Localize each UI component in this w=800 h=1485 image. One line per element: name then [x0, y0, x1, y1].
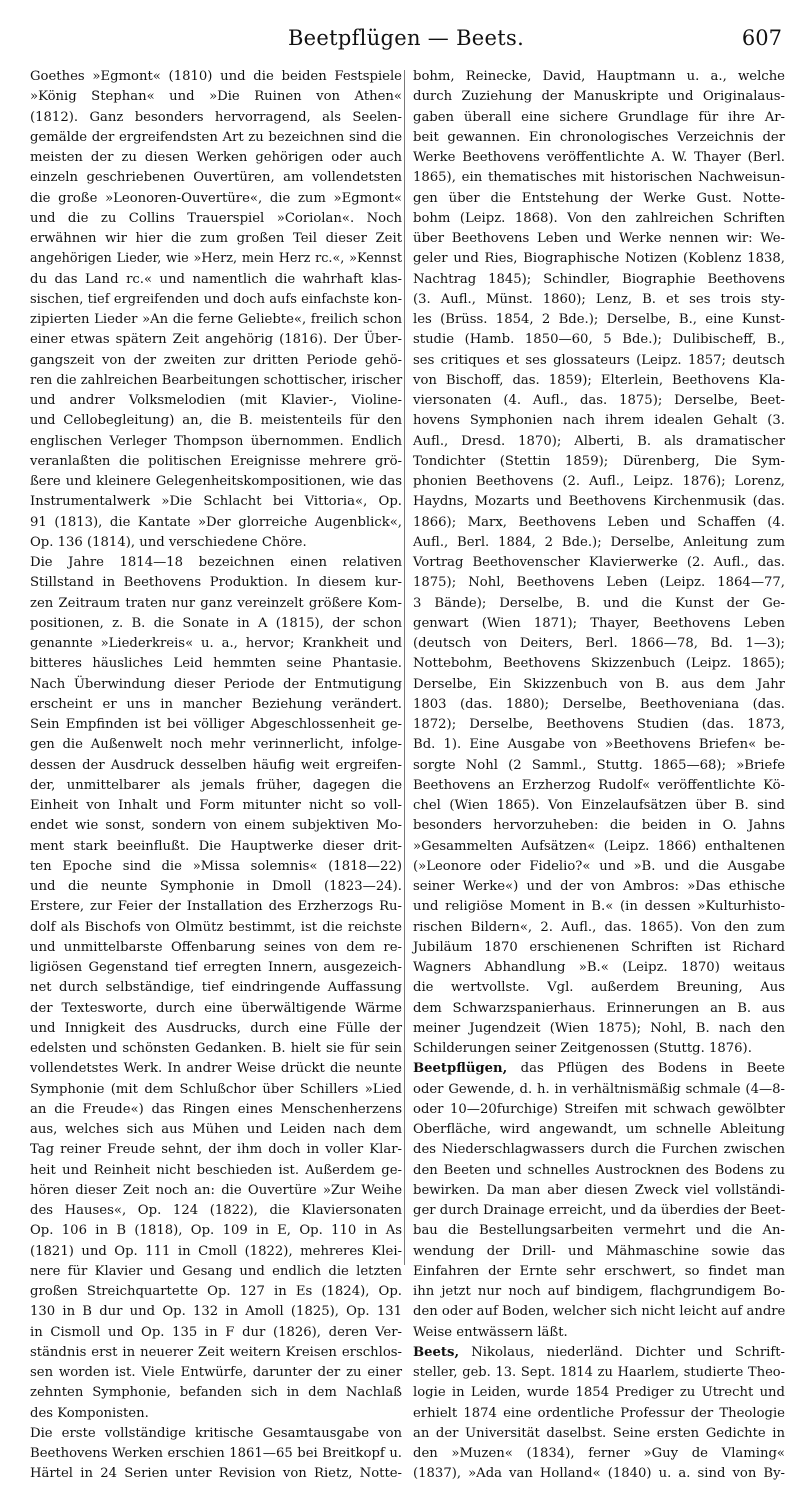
text-line [413, 695, 785, 715]
text-line [413, 1080, 785, 1100]
text-line [30, 816, 402, 836]
text-line [30, 411, 402, 431]
line-text: gen über die Entstehung der Werke Gust. Notte- [413, 190, 785, 206]
line-text: Nottebohm, Beethovens Skizzenbuch (Leipz. 1865); [413, 656, 785, 672]
text-line [413, 938, 785, 958]
line-text: großen Streichquartette Op. 127 in Es (1824), Op. [30, 1284, 402, 1299]
line-text: Stillstand in Beethovens Produktion. In diesem kur- [30, 575, 402, 591]
line-text: erhielt 1874 eine ordentliche Professur der Theologie [413, 1405, 785, 1421]
line-text: und die zu Collins Trauerspiel »Coriolan«. Noch [30, 210, 402, 226]
line-text: genwart (Wien 1871); Thayer, Beethovens Leben [413, 615, 785, 631]
text-line [30, 837, 402, 857]
line-text: rischen Bildern«, 2. Aufl., das. 1865). Von den zum [413, 919, 785, 935]
line-text: Instrumentalwerk »Die Schlacht bei Vittoria«, Op. [30, 494, 402, 510]
text-line [30, 594, 402, 614]
text-line [30, 1262, 402, 1282]
line-text: bewirken. Da man aber diesen Zweck viel vollständi- [413, 1182, 785, 1198]
line-text: net durch selbständige, tief eindringende Auffassung [30, 980, 402, 996]
text-line [30, 452, 402, 472]
text-line [413, 1181, 785, 1201]
text-line [413, 533, 785, 553]
line-text: Sein Empfinden ist bei völliger Abgeschlossenheit ge- [30, 717, 402, 732]
line-text: des Niederschlagwassers durch die Furchen zwischen [413, 1142, 785, 1158]
text-line [413, 735, 785, 755]
line-text: Schilderungen seiner Zeitgenossen (Stuttg. 1876). [413, 1041, 752, 1056]
line-text: und Innigkeit des Ausdrucks, durch eine Fülle der [30, 1020, 402, 1036]
line-text: phonien Beethovens (2. Aufl., Leipz. 1876); Lorenz, [413, 474, 785, 489]
line-text: geler und Ries, Biographische Notizen (Koblenz 1838, [413, 251, 785, 267]
text-line [30, 735, 402, 755]
text-line [30, 897, 402, 917]
line-text: Einheit von Inhalt und Form mitunter nicht so voll- [30, 798, 402, 813]
line-text: Beethovens Werken erschien 1861—65 bei Breitkopf u. [30, 1446, 402, 1461]
line-text: Weise entwässern läßt. [413, 1324, 568, 1340]
line-text: meisten der zu diesen Werken gehörigen oder auch [30, 150, 402, 165]
line-text: englischen Verleger Thompson übernommen. Endlich [30, 433, 402, 449]
line-text: und unmittelbarste Offenbarung seines von dem re- [30, 939, 402, 955]
text-line [30, 168, 402, 188]
text-line [413, 594, 785, 614]
text-line [30, 614, 402, 634]
text-line [413, 654, 785, 674]
text-line [413, 573, 785, 593]
column-divider [404, 70, 405, 1265]
text-line [413, 1302, 785, 1322]
text-line [413, 837, 785, 857]
line-text: hören dieser Zeit noch an: die Ouvertüre »Zur Weihe [30, 1182, 402, 1198]
text-line [30, 918, 402, 938]
line-text: den »Muzen« (1834), ferner »Guy de Vlaming« [413, 1446, 785, 1461]
text-line [30, 978, 402, 998]
line-text: ten Epoche sind die »Missa solemnis« (1818—22) [30, 858, 402, 874]
text-line [413, 918, 785, 938]
line-text: wendung der Drill- und Mähmaschine sowie das [413, 1243, 785, 1259]
text-line [413, 1262, 785, 1282]
text-line [30, 1201, 402, 1221]
text-line [30, 128, 402, 148]
line-text: dem Schwarzspanierhaus. Erinnerungen an B. aus [413, 1000, 785, 1016]
line-text: hovens Symphonien nach ihrem idealen Gehalt (3. [413, 413, 785, 429]
line-text: ligiösen Gegenstand tief erregten Innern, ausgezeich- [30, 960, 402, 975]
text-line [413, 776, 785, 796]
text-line [413, 1100, 785, 1120]
text-line [30, 1059, 402, 1079]
line-text: 1865), ein thematisches mit historischen Nachweisun- [413, 170, 785, 186]
text-line [30, 1464, 402, 1484]
line-text: und religiöse Moment in B.« (in dessen »Kulturhisto- [413, 899, 785, 915]
text-line [413, 128, 785, 148]
line-text: Werke Beethovens veröffentlichte A. W. Thayer (Berl. [413, 150, 785, 165]
line-text: du das Land rc.« und namentlich die wahrhaft klas- [30, 271, 402, 287]
text-line [30, 776, 402, 796]
text-line [30, 209, 402, 229]
line-text: 1872); Derselbe, Beethovens Studien (das. 1873, [413, 717, 785, 732]
line-text: Jubiläum 1870 erschienenen Schriften ist Richard [413, 939, 785, 955]
line-text: les (Brüss. 1854, 2 Bde.); Derselbe, B., eine Kunst- [413, 312, 785, 327]
text-line [413, 1242, 785, 1262]
text-line [413, 371, 785, 391]
line-text: Derselbe, Ein Skizzenbuch von B. aus dem Jahr [413, 676, 785, 692]
line-text: ger durch Drainage erreicht, und da überdies der Beet- [413, 1203, 786, 1218]
running-head: Beetpflügen — Beets. [287, 26, 525, 50]
line-text: besonders hervorzuheben: die beiden in O. Jahns [413, 818, 785, 834]
text-line [413, 857, 785, 877]
line-text: Nach Überwindung dieser Periode der Entmutigung [30, 676, 402, 692]
text-line [413, 1383, 785, 1403]
line-text: veranlaßten die politischen Ereignisse mehrere grö- [30, 453, 402, 469]
text-line [413, 978, 785, 998]
line-text: ständnis erst in neuerer Zeit weitern Kreisen erschlos- [30, 1344, 402, 1360]
line-text: edelsten und schönsten Gedanken. B. hielt sie für sein [30, 1041, 402, 1056]
text-line [30, 695, 402, 715]
line-text: der, unmittelbarer als jemals früher, dagegen die [30, 777, 402, 793]
line-text: Haydns, Mozarts und Beethovens Kirchenmusik (das. [413, 494, 785, 510]
line-text: endet wie sonst, sondern von einem subjektiven Mo- [30, 818, 402, 834]
line-text: Die Jahre 1814—18 bezeichnen einen relativen [30, 555, 402, 570]
line-text: einer etwas spätern Zeit angehörig (1816). Der Über- [30, 332, 402, 348]
text-line [413, 1059, 785, 1079]
text-line [30, 877, 402, 897]
text-line [413, 249, 785, 269]
line-text: (»Leonore oder Fidelio?« und »B. und die Ausgabe [413, 858, 785, 874]
text-line [413, 87, 785, 107]
text-line [413, 1161, 785, 1181]
text-line [30, 1100, 402, 1120]
line-text: (1837), »Ada van Holland« (1840) u. a. sind von By- [413, 1466, 785, 1482]
text-line [413, 877, 785, 897]
line-text: des Hauses«, Op. 124 (1822), die Klaviersonaten [30, 1203, 402, 1218]
line-text: (1812). Ganz besonders hervorragend, als Seelen- [30, 109, 402, 125]
text-line [30, 1181, 402, 1201]
text-line [413, 351, 785, 371]
text-line [30, 715, 402, 735]
text-line [413, 229, 785, 249]
text-line [30, 1363, 402, 1383]
line-text: Symphonie (mit dem Schlußchor über Schillers »Lied [30, 1081, 402, 1097]
text-line [413, 1201, 785, 1221]
text-line [30, 189, 402, 209]
text-line [413, 1404, 785, 1424]
line-text: Wagners Abhandlung »B.« (Leipz. 1870) weitaus [413, 960, 785, 975]
line-text: angehörigen Lieder, wie »Herz, mein Herz rc.«, »Kennst [30, 251, 402, 267]
line-text: oder Gewende, d. h. in verhältnismäßig schmale (4—8- [413, 1081, 785, 1097]
text-line [413, 816, 785, 836]
text-line [30, 654, 402, 674]
left-text-column [30, 67, 403, 1482]
line-text: meiner Jugendzeit (Wien 1875); Nohl, B. nach den [413, 1020, 785, 1036]
line-text: Erstere, zur Feier der Installation des Erzherzogs Ru- [30, 899, 402, 915]
text-line [413, 614, 785, 634]
text-line [413, 432, 785, 452]
line-text: und Cellobegleitung) an, die B. meistenteils für den [30, 413, 402, 429]
text-line [413, 168, 785, 188]
text-line [413, 1424, 785, 1444]
text-line [413, 1464, 785, 1484]
line-text: zen Zeitraum traten nur ganz vereinzelt größere Kom- [30, 595, 402, 611]
line-text: ihn jetzt nur noch auf bindigem, flachgrundigem Bo- [413, 1284, 785, 1299]
text-line [413, 1039, 785, 1059]
line-text: Op. 136 (1814), und verschiedene Chöre. [30, 534, 307, 550]
text-line [30, 675, 402, 695]
text-line [413, 1019, 785, 1039]
line-text: bohm, Reinecke, David, Hauptmann u. a., welche [413, 69, 785, 84]
line-text: sischen, tief ergreifenden und doch aufs einfachste kon- [30, 291, 402, 307]
text-line [30, 938, 402, 958]
line-text: (1821) und Op. 111 in Cmoll (1822), mehreres Klei- [30, 1243, 402, 1259]
line-text: heit und Reinheit nicht beschieden ist. Außerdem ge- [30, 1162, 402, 1178]
line-text: und andrer Volksmelodien (mit Klavier-, Violine- [30, 393, 402, 408]
line-text: über Beethovens Leben und Werke nennen wir: We- [413, 231, 785, 246]
line-text: positionen, z. B. die Sonate in A (1815), der schon [30, 615, 402, 631]
text-line [413, 553, 785, 573]
line-text: die wertvollste. Vgl. außerdem Breuning, Aus [413, 980, 785, 996]
text-line [30, 857, 402, 877]
text-line [30, 513, 402, 533]
line-text: 130 in B dur und Op. 132 in Amoll (1825), Op. 131 [30, 1304, 402, 1320]
text-line [413, 148, 785, 168]
line-text: Härtel in 24 Serien unter Revision von Rietz, Notte- [30, 1466, 402, 1482]
text-line [30, 553, 402, 573]
text-line [413, 675, 785, 695]
line-text: Beethovens an Erzherzog Rudolf« veröffentlichte Kö- [413, 777, 785, 793]
line-text: das Pflügen des Bodens in Beete [507, 1061, 785, 1077]
text-line [413, 1282, 785, 1302]
line-text: von Bischoff, das. 1859); Elterlein, Beethovens Kla- [413, 372, 785, 388]
text-line [413, 1221, 785, 1241]
page-number: 607 [741, 26, 782, 50]
line-text: 1875); Nohl, Beethovens Leben (Leipz. 1864—77, [413, 575, 785, 591]
line-text: an der Universität daselbst. Seine ersten Gedichte in [413, 1425, 785, 1441]
line-text: den oder auf Boden, welcher sich nicht leicht auf andre [413, 1304, 786, 1320]
text-line [30, 999, 402, 1019]
line-text: dolf als Bischofs von Olmütz bestimmt, ist die reichste [30, 919, 402, 935]
text-line [30, 330, 402, 350]
line-text: vollendetstes Werk. In andrer Weise drückt die neunte [30, 1061, 402, 1077]
line-text: Oberfläche, wird angewandt, um schnelle Ableitung [413, 1122, 785, 1137]
text-line [30, 958, 402, 978]
line-text: dessen der Ausdruck desselben häufig weit ergreifen- [30, 757, 402, 773]
text-line [413, 310, 785, 330]
line-text: seiner Werke«) und der von Ambros: »Das ethische [413, 879, 785, 894]
text-line [413, 897, 785, 917]
line-text: ßere und kleinere Gelegenheitskompositionen, wie das [30, 474, 402, 489]
text-line [413, 1444, 785, 1464]
text-line [30, 229, 402, 249]
line-text: genannte »Liederkreis« u. a., hervor; Krankheit und [30, 636, 402, 651]
line-text: bitteres häusliches Leid hemmten seine Phantasie. [30, 656, 402, 672]
text-line [30, 148, 402, 168]
line-text: und die neunte Symphonie in Dmoll (1823—24). [30, 879, 402, 894]
text-line [413, 715, 785, 735]
text-line [413, 411, 785, 431]
text-line [30, 108, 402, 128]
text-line [413, 472, 785, 492]
text-line [413, 492, 785, 512]
line-text: Tag reiner Freude sehnt, der ihm doch in voller Klar- [30, 1142, 402, 1158]
line-text: sorgte Nohl (2 Samml., Stuttg. 1865—68); »Briefe [413, 757, 785, 773]
line-text: zipierten Lieder »An die ferne Geliebte«, freilich schon [30, 312, 402, 327]
line-text: einzeln geschriebenen Ouvertüren, am vollendetsten [30, 170, 402, 186]
text-line [30, 533, 402, 553]
text-line [30, 1019, 402, 1039]
line-text: bohm (Leipz. 1868). Von den zahlreichen Schriften [413, 210, 785, 226]
text-line [413, 958, 785, 978]
text-line [413, 330, 785, 350]
line-text: zehnten Symphonie, befanden sich in dem Nachlaß [30, 1385, 402, 1401]
text-line [413, 189, 785, 209]
line-text: der Textesworte, durch eine überwältigende Wärme [30, 1000, 402, 1016]
text-line [30, 391, 402, 411]
line-text: Nachtrag 1845); Schindler, Biographie Beethovens [413, 271, 785, 287]
line-text: nere für Klavier und Gesang und endlich die letzten [30, 1263, 402, 1279]
line-text: des Komponisten. [30, 1405, 149, 1421]
text-line [413, 756, 785, 776]
line-text: steller, geb. 13. Sept. 1814 zu Haarlem, studierte Theo- [413, 1365, 785, 1380]
text-line [30, 87, 402, 107]
line-text: (3. Aufl., Münst. 1860); Lenz, B. et ses trois sty- [413, 291, 785, 307]
text-line [30, 1140, 402, 1160]
line-text: Aufl., Berl. 1884, 2 Bde.); Derselbe, Anleitung zum [413, 534, 785, 550]
text-line [30, 1343, 402, 1363]
line-text: erscheint er uns in mancher Beziehung verändert. [30, 696, 402, 712]
line-text: erwähnen wir hier die zum großen Teil dieser Zeit [30, 231, 402, 246]
text-line [413, 1120, 785, 1140]
line-text: »König Stephan« und »Die Ruinen von Athen« [30, 89, 402, 105]
text-line [30, 1039, 402, 1059]
text-line [413, 1343, 785, 1363]
text-line [30, 573, 402, 593]
line-text: viersonaten (4. Aufl., das. 1875); Derselbe, Beet- [413, 393, 785, 408]
entry-headword: Beets, [413, 1344, 460, 1360]
line-text: 91 (1813), die Kantate »Der glorreiche Augenblick«, [30, 514, 402, 530]
line-text: Goethes »Egmont« (1810) und die beiden Festspiele [30, 69, 402, 84]
text-line [413, 67, 785, 87]
line-text: Einfahren der Ernte sehr erschwert, so findet man [413, 1263, 785, 1279]
text-line [30, 634, 402, 654]
text-line [30, 1221, 402, 1241]
text-line [30, 1120, 402, 1140]
text-line [30, 67, 402, 87]
text-line [30, 1302, 402, 1322]
text-line [30, 1424, 402, 1444]
text-line [413, 513, 785, 533]
line-text: gen die Außenwelt noch mehr verinnerlicht, infolge- [30, 737, 402, 753]
text-line [413, 1140, 785, 1160]
line-text: beit gewannen. Ein chronologisches Verzeichnis der [413, 129, 785, 145]
line-text: ren die zahlreichen Bearbeitungen schottischer, irischer [30, 372, 403, 388]
text-line [30, 1080, 402, 1100]
line-text: 1866); Marx, Beethovens Leben und Schaffen (4. [413, 514, 785, 530]
line-text: 3 Bände); Derselbe, B. und die Kunst der Ge- [413, 595, 785, 611]
text-line [30, 1444, 402, 1464]
text-line [30, 290, 402, 310]
line-text: 1803 (das. 1880); Derselbe, Beethoveniana (das. [413, 696, 785, 712]
line-text: Bd. 1). Eine Ausgabe von »Beethovens Briefen« be- [413, 737, 785, 753]
line-text: die große »Leonoren-Ouvertüre«, die zum »Egmont« [30, 190, 402, 206]
text-line [30, 756, 402, 776]
text-line [413, 209, 785, 229]
text-line [413, 1363, 785, 1383]
text-line [413, 452, 785, 472]
line-text: logie in Leiden, wurde 1854 Prediger zu Utrecht und [413, 1385, 785, 1401]
line-text: in Cismoll und Op. 135 in F dur (1826), deren Ver- [30, 1324, 402, 1340]
line-text: den Beeten und schnelles Austrocknen des Bodens zu [413, 1162, 785, 1178]
text-line [30, 1383, 402, 1403]
text-line [30, 492, 402, 512]
text-line [30, 1323, 402, 1343]
line-text: bau die Bestellungsarbeiten vermehrt und die An- [413, 1223, 785, 1239]
line-text: ment stark beeinflußt. Die Hauptwerke dieser drit- [30, 838, 402, 854]
text-line [30, 1282, 402, 1302]
line-text: Vortrag Beethovenscher Klavierwerke (2. Aufl., das. [413, 555, 785, 570]
text-line [30, 249, 402, 269]
line-text: sen worden ist. Viele Entwürfe, darunter der zu einer [30, 1365, 402, 1380]
text-line [30, 310, 402, 330]
line-text: Aufl., Dresd. 1870); Alberti, B. als dramatischer [413, 433, 785, 449]
text-line [30, 796, 402, 816]
line-text: studie (Hamb. 1850—60, 5 Bde.); Dulibischeff, B., [413, 332, 785, 348]
line-text: gangszeit von der zweiten zur dritten Periode gehö- [30, 352, 402, 368]
text-line [413, 1323, 785, 1343]
line-text: an die Freude«) das Ringen eines Menschenherzens [30, 1101, 402, 1117]
line-text: aus, welches sich aus Mühen und Leiden nach dem [30, 1122, 402, 1137]
text-line [30, 1161, 402, 1181]
entry-headword: Beetpflügen, [413, 1061, 508, 1077]
text-line [413, 290, 785, 310]
line-text: Tondichter (Stettin 1859); Dürenberg, Die Sym- [413, 453, 785, 469]
text-line [30, 351, 402, 371]
text-line [413, 270, 785, 290]
text-line [30, 472, 402, 492]
line-text: »Gesammelten Aufsätzen« (Leipz. 1866) enthaltenen [413, 838, 785, 854]
text-line [30, 1242, 402, 1262]
text-line [413, 391, 785, 411]
line-text: (deutsch von Deiters, Berl. 1866—78, Bd. 1—3); [413, 636, 785, 651]
text-line [30, 371, 402, 391]
text-line [413, 796, 785, 816]
line-text: Nikolaus, niederländ. Dichter und Schrift- [459, 1344, 785, 1360]
line-text: gaben überall eine sichere Grundlage für ihre Ar- [413, 109, 785, 125]
line-text: chel (Wien 1865). Von Einzelaufsätzen über B. sind [413, 798, 785, 813]
text-line [30, 432, 402, 452]
line-text: Die erste vollständige kritische Gesamtausgabe von [30, 1425, 402, 1441]
text-line [413, 999, 785, 1019]
text-line [413, 108, 785, 128]
page-header [30, 22, 782, 56]
line-text: gemälde der ergreifendsten Art zu bezeichnen sind die [30, 129, 402, 145]
text-line [30, 270, 402, 290]
text-line [413, 634, 785, 654]
line-text: durch Zuziehung der Manuskripte und Originalaus- [413, 89, 785, 105]
line-text: Op. 106 in B (1818), Op. 109 in E, Op. 110 in As [30, 1223, 402, 1239]
right-text-column [413, 67, 786, 1482]
line-text: oder 10—20furchige) Streifen mit schwach gewölbter [413, 1101, 785, 1117]
line-text: ses critiques et ses glossateurs (Leipz. 1857; deutsch [413, 352, 785, 368]
text-line [30, 1404, 402, 1424]
